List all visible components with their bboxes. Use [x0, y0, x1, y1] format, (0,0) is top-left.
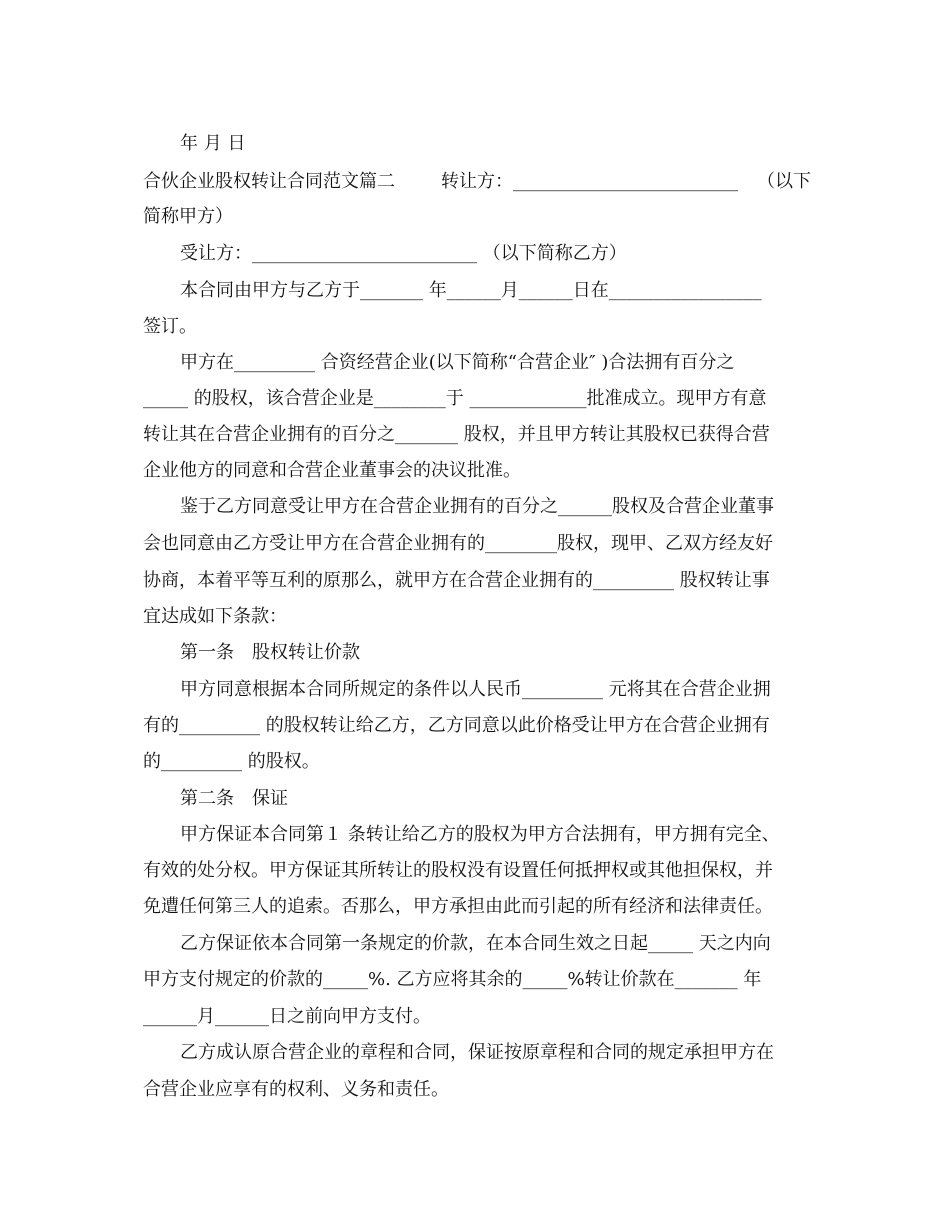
- paragraph-line: 甲方同意根据本合同所规定的条件以人民币_________ 元将其在合营企业拥: [180, 679, 771, 700]
- paragraph-line: ______月______日之前向甲方支付。: [143, 1006, 431, 1027]
- paragraph-line: 会也同意由乙方受让甲方在合营企业拥有的________股权，现甲、乙双方经友好: [143, 533, 773, 554]
- paragraph-line: 宜达成如下条款：: [143, 606, 287, 627]
- paragraph-line: 企业他方的同意和合营企业董事会的决议批准。: [143, 460, 521, 481]
- paragraph-line: 免遭任何第三人的追索。否那么，甲方承担由此而引起的所有经济和法律责任。: [143, 896, 773, 917]
- paragraph-line: 乙方成认原合营企业的章程和合同，保证按原章程和合同的规定承担甲方在: [180, 1042, 774, 1063]
- paragraph-line: _____ 的股权，该合营企业是________于 _____________批准成立。现甲方有意: [143, 388, 767, 409]
- paragraph-line: 协商，本着平等互利的原那么，就甲方在合营企业拥有的_________ 股权转让事: [143, 570, 770, 591]
- date-line: 年 月 日: [180, 133, 246, 154]
- paragraph-line: 有效的处分权。甲方保证其所转让的股权没有设置任何抵押权或其他担保权，并: [143, 860, 773, 881]
- paragraph-line: 甲方在_________ 合资经营企业(以下简称“合营企业″ )合法拥有百分之: [180, 352, 735, 373]
- paragraph-line: 甲方支付规定的价款的_____%. 乙方应将其余的_____%转让价款在_______ 年: [143, 969, 762, 990]
- paragraph-line: 本合同由甲方与乙方于_______ 年______月______日在_________________: [180, 280, 762, 301]
- paragraph-line: 鉴于乙方同意受让甲方在合营企业拥有的百分之______股权及合营企业董事: [180, 496, 774, 517]
- paragraph-line: 乙方保证依本合同第一条规定的价款，在本合同生效之日起_____ 天之内向: [180, 933, 771, 954]
- transferor-note-start: （以下: [757, 171, 811, 192]
- article-2-heading: 第二条 保证: [180, 788, 288, 809]
- transferor-note-end: 简称甲方）: [143, 206, 233, 227]
- transferee-line: 受让方：_________________________ （以下简称乙方）: [180, 243, 627, 264]
- transferor-field: 转让方：_________________________: [441, 171, 738, 192]
- document-title: 合伙企业股权转让合同范文篇二: [143, 171, 395, 192]
- paragraph-line: 的_________ 的股权。: [143, 751, 320, 772]
- paragraph-line: 甲方保证本合同第１ 条转让给乙方的股权为甲方合法拥有，甲方拥有完全、: [180, 824, 780, 845]
- paragraph-line: 合营企业应享有的权利、义务和责任。: [143, 1079, 449, 1100]
- paragraph-line: 转让其在合营企业拥有的百分之_______ 股权，并且甲方转让其股权已获得合营: [143, 424, 770, 445]
- article-1-heading: 第一条 股权转让价款: [180, 642, 360, 663]
- paragraph-line: 有的_________ 的股权转让给乙方，乙方同意以此价格受让甲方在合营企业拥有: [143, 715, 770, 736]
- paragraph-line: 签订。: [143, 316, 197, 337]
